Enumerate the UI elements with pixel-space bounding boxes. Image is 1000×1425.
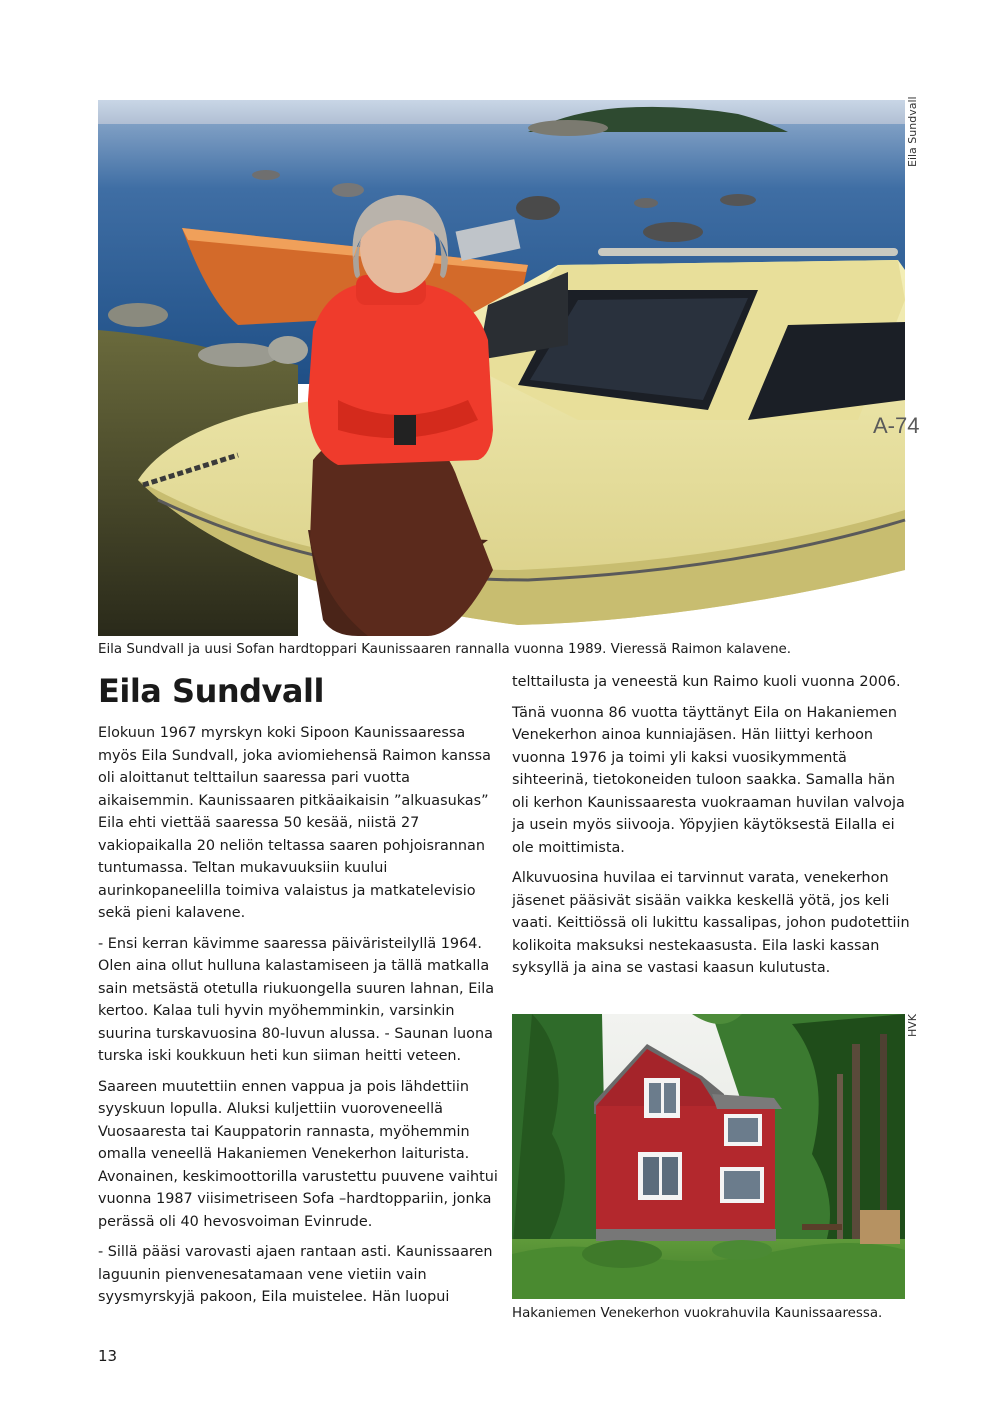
boat-registration: A-74 xyxy=(873,413,920,438)
photo-credit-hvk: HVK xyxy=(906,1013,919,1037)
paragraph: Alkuvuosina huvilaa ei tarvinnut varata, venekerhon jäsenet pääsivät sisään vaikka keskellä yötä, jos keli vaati. Keittiössä oli lukittu kassalipas, johon pudotettiin kolikoita maksuksi nestekaasusta. Eila laski kassan syksyllä ja aina se vastasi kaasun kulutusta. xyxy=(512,870,910,976)
photo-red-cottage xyxy=(512,1014,905,1299)
paragraph: - Ensi kerran kävimme saaressa päiväristeilyllä 1964. Olen aina ollut hulluna kalastamiseen ja tällä matkalla sain metsästä otetulla riukuongella suuren lahnan, Eila kertoo. Kalaa tuli hyvin myöhemminkin, varsinkin suurina turskavuosina 80-luvun alussa. - Saunan luona turska iski koukkuun heti kun siiman heitti veteen. xyxy=(98,935,495,1064)
article-left-column xyxy=(98,722,500,1317)
paragraph: - Sillä pääsi varovasti ajaen rantaan asti. Kaunissaaren laguunin pienvenesatamaan vene vietiin vain syysmyrskyjä pakoon, Eila muistelee. Hän luopui xyxy=(98,1244,493,1305)
photo-red-cottage-image xyxy=(512,1014,905,1299)
photo-caption-eila: Eila Sundvall ja uusi Sofan hardtoppari Kaunissaaren rannalla vuonna 1989. Vieressä Raimon kalavene. xyxy=(98,642,792,657)
article-title: Eila Sundvall xyxy=(98,672,324,710)
paragraph: telttailusta ja veneestä kun Raimo kuoli vuonna 2006. xyxy=(512,674,901,690)
photo-credit-eila: Eila Sundvall xyxy=(906,96,919,167)
paragraph: Saareen muutettiin ennen vappua ja pois lähdettiin syyskuun lopulla. Aluksi kuljettiin vuoroveneellä Vuosaaresta tai Kauppatorin rannasta, myöhemmin omalla veneellä Hakaniemen Venekerhon laiturista. Avonainen, keskimoottorilla varustettu puuvene vaihtui vuonna 1987 viisimetriseen Sofa –hardtoppariin, jonka perässä oli 40 hevosvoiman Evinrude. xyxy=(98,1078,498,1230)
page-number: 13 xyxy=(98,1347,118,1365)
article-right-column xyxy=(512,671,910,988)
paragraph: Tänä vuonna 86 vuotta täyttänyt Eila on Hakaniemen Venekerhon ainoa kunniajäsen. Hän liittyi kerhoon vuonna 1976 ja toimi yli kaksi vuosikymmentä sihteerinä, tietokoneiden tuloon saakka. Samalla hän oli kerhon Kaunissaaresta vuokraaman huvilan valvoja ja usein myös siivooja. Yöpyjien käytöksestä Eilalla ei ole moittimista. xyxy=(512,704,905,856)
photo-caption-cottage: Hakaniemen Venekerhon vuokrahuvila Kaunissaaressa. xyxy=(512,1306,883,1321)
paragraph: Elokuun 1967 myrskyn koki Sipoon Kaunissaaressa myös Eila Sundvall, joka aviomiehensä Raimon kanssa oli aloittanut telttailun saaressa pari vuotta aikaisemmin. Kaunissaaren pitkäaikaisin ”alkuasukas” Eila ehti viettää saaressa 50 kesää, niistä 27 vakiopaikalla 20 neliön teltassa saaren pohjoisrannan tuntumassa. Teltan mukavuuksiin kuului aurinkopaneelilla toimiva valaistus ja matkatelevisio sekä pieni kalavene. xyxy=(98,725,492,921)
